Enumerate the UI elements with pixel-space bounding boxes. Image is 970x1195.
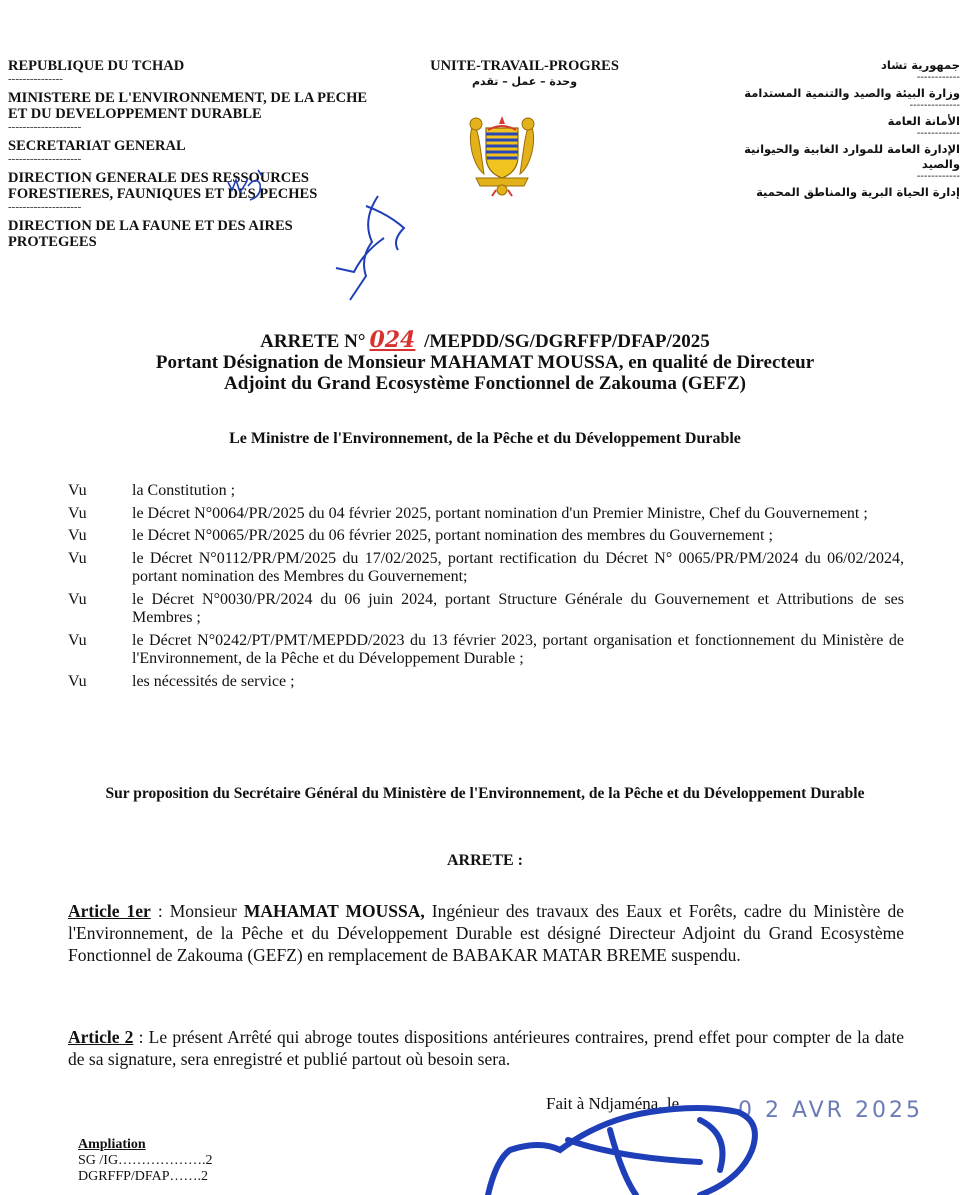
header-left	[8, 58, 388, 250]
vu-label: Vu	[68, 549, 87, 567]
separator: ------------	[916, 171, 960, 182]
direction-generale-fr: DIRECTION GENERALE DES RESSOURCES FORESTIERES, FAUNIQUES ET DES PECHES	[8, 170, 318, 202]
vu-label: Vu	[68, 482, 87, 499]
header-center	[412, 58, 637, 90]
vu-item	[68, 591, 904, 628]
ampliation	[78, 1137, 278, 1185]
article-1-name: MAHAMAT MOUSSA,	[243, 901, 425, 921]
article-2-text: : Le présent Arrêté qui abroge toutes dispositions antérieures contraires, prend effet pour compter de la date de sa signature, sera enregistré et publié partout où besoin sera.	[68, 1027, 904, 1069]
separator: ---------------	[8, 73, 63, 85]
ampliation-line: SG /IG……………….2	[78, 1153, 213, 1168]
ampliation-line: DGRFFP/DFAP…….2	[78, 1169, 209, 1184]
secretariat-fr: SECRETARIAT GENERAL	[8, 138, 186, 154]
separator: --------------------	[8, 201, 82, 213]
vu-text: le Décret N°0112/PR/PM/2025 du 17/02/2025, portant rectification du Décret N° 0065/PR/PM/2024 du 06/02/2024, portant nomination des Membres du Gouvernement;	[132, 549, 904, 585]
place-date-line: Fait à Ndjaména, le	[546, 1094, 680, 1113]
direction-fr: DIRECTION DE LA FAUNE ET DES AIRES PROTEGEES	[8, 218, 293, 250]
decree-title	[0, 327, 970, 394]
minister-signature	[488, 1108, 755, 1195]
vu-list	[68, 482, 904, 695]
vu-text: le Décret N°0242/PT/PMT/MEPDD/2023 du 13 février 2023, portant organisation et fonctionnement du Ministère de l'Environnement, de la Pêche et du Développement Durable ;	[132, 631, 904, 667]
ministry-ar: وزارة البيئة والصيد والتنمية المستدامة	[744, 86, 960, 100]
title-prefix: ARRETE N°	[260, 331, 366, 352]
vu-label: Vu	[68, 631, 87, 649]
article-2	[68, 1026, 904, 1070]
vu-item	[68, 550, 904, 587]
title-suffix: /MEPDD/SG/DGRFFP/DFAP/2025	[419, 331, 710, 352]
separator: ------------	[916, 128, 960, 139]
motto-ar: وحدة – عمل – تقدم	[471, 75, 578, 88]
separator: --------------------	[8, 153, 82, 165]
title-line-3: Adjoint du Grand Ecosystème Fonctionnel de Zakouma (GEFZ)	[223, 373, 746, 394]
article-1	[68, 900, 904, 966]
vu-item	[68, 673, 904, 692]
minister-heading: Le Ministre de l'Environnement, de la Pêche et du Développement Durable	[229, 430, 741, 447]
separator: --------------------	[8, 121, 82, 133]
separator: ------------	[916, 72, 960, 83]
article-1-sep: : Monsieur	[150, 901, 244, 921]
country-fr: REPUBLIQUE DU TCHAD	[8, 58, 185, 74]
ministry-fr: MINISTERE DE L'ENVIRONNEMENT, DE LA PECHE ET DU DEVELOPPEMENT DURABLE	[8, 90, 368, 122]
title-line-2: Portant Désignation de Monsieur MAHAMAT MOUSSA, en qualité de Directeur	[155, 352, 815, 373]
motto-fr: UNITE-TRAVAIL-PROGRES	[430, 58, 619, 74]
vu-text: le Décret N°0065/PR/2025 du 06 février 2025, portant nomination des membres du Gouvernement ;	[132, 527, 773, 544]
header-right	[700, 58, 960, 200]
vu-label: Vu	[68, 504, 87, 522]
arrete-heading: ARRETE :	[446, 852, 523, 869]
handwritten-decree-number: 024	[369, 327, 416, 353]
vu-text: le Décret N°0030/PR/2024 du 06 juin 2024, portant Structure Générale du Gouvernement et Attributions de ses Membres ;	[132, 590, 904, 626]
separator: --------------	[909, 100, 960, 111]
vu-text: les nécessités de service ;	[132, 672, 295, 690]
ampliation-heading: Ampliation	[78, 1137, 146, 1152]
article-1-label: Article 1er	[68, 901, 151, 921]
secretariat-ar: الأمانة العامة	[887, 114, 960, 128]
vu-item	[68, 527, 904, 546]
article-2-label: Article 2	[68, 1027, 134, 1047]
article-1-text: Ingénieur des travaux des Eaux et Forêts, cadre du Ministère de l'Environnement, de la Pêche et du Développement Durable est désigné Directeur Adjoint du Grand Ecosystème Fonctionnel de Zakouma (GEFZ) en remplacement de BABAKAR MATAR BREME suspendu.	[68, 901, 904, 965]
vu-text: le Décret N°0064/PR/2025 du 04 février 2025, portant nomination d'un Premier Ministre, Chef du Gouvernement ;	[132, 504, 868, 522]
vu-text: la Constitution ;	[132, 482, 236, 499]
decree-number-line	[0, 327, 970, 353]
vu-item	[68, 505, 904, 524]
vu-item	[68, 482, 904, 501]
proposition: Sur proposition du Secrétaire Général du Ministère de l'Environnement, de la Pêche et du Développement Durable	[105, 785, 865, 802]
direction-generale-ar: الإدارة العامة للموارد الغابية والحيوانية والصيد	[744, 142, 960, 171]
vu-label: Vu	[68, 527, 87, 544]
direction-ar: إدارة الحياة البرية والمناطق المحمية	[756, 185, 960, 199]
country-ar: جمهورية تشاد	[881, 58, 960, 72]
coat-of-arms-emblem	[462, 112, 542, 198]
date-stamp: 0 2 AVR 2025	[738, 1098, 923, 1123]
vu-label: Vu	[68, 590, 87, 608]
vu-label: Vu	[68, 672, 87, 690]
vu-item	[68, 632, 904, 669]
